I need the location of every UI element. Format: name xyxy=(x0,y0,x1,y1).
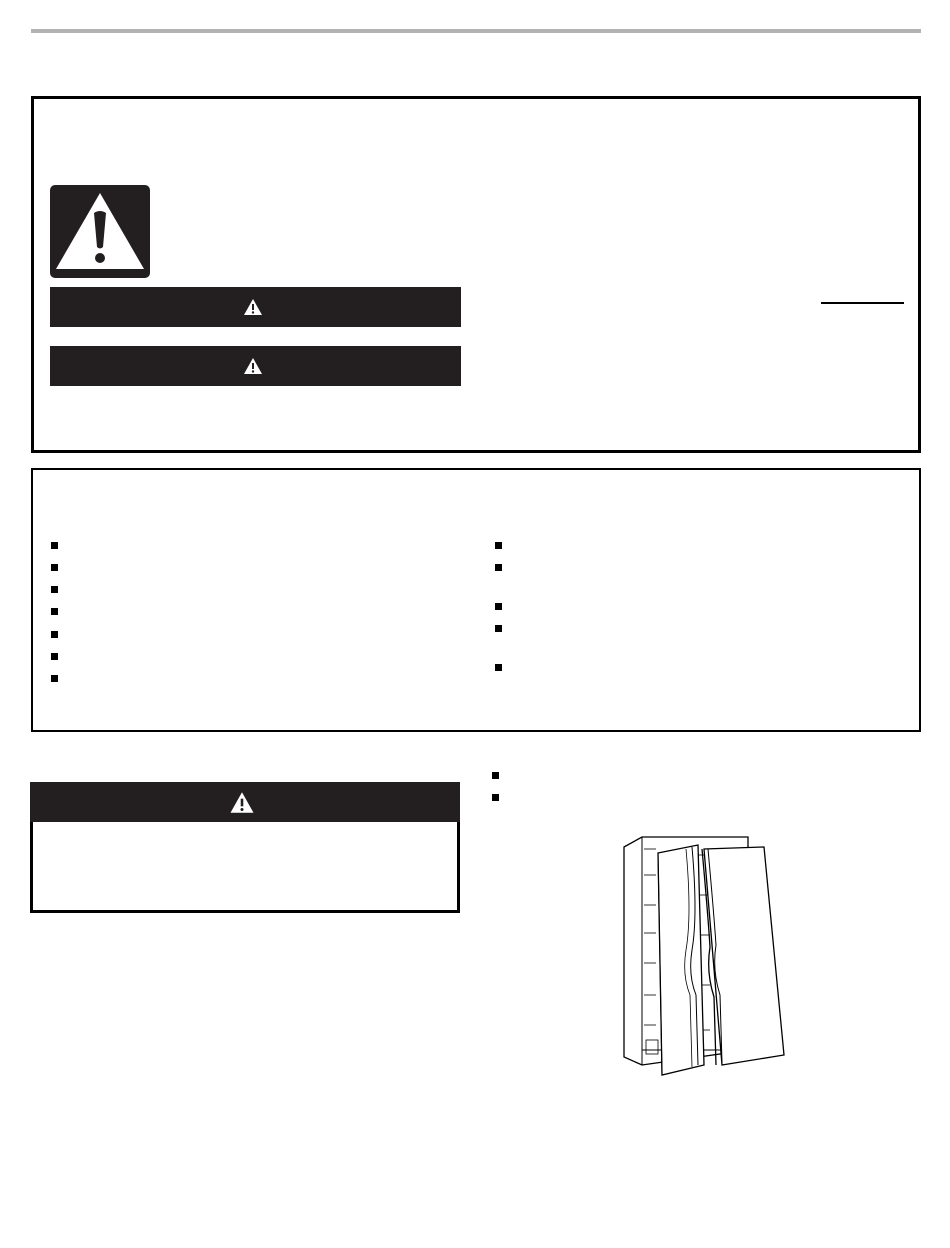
bullet-icon xyxy=(495,542,502,549)
safety-alert-triangle-icon xyxy=(243,298,263,316)
parts-box xyxy=(31,468,921,732)
safety-alert-triangle-icon xyxy=(243,357,263,375)
bullet-icon xyxy=(495,625,502,632)
warning-box-header xyxy=(30,782,460,822)
bullet-icon xyxy=(495,564,502,571)
safety-alert-triangle-icon xyxy=(50,185,150,278)
bullet-icon xyxy=(51,586,58,593)
side-by-side-refrigerator-icon xyxy=(612,835,787,1080)
bullet-icon xyxy=(492,772,499,779)
underline-rule xyxy=(821,302,904,304)
bullet-icon xyxy=(495,603,502,610)
safety-box xyxy=(31,96,921,453)
warning-signal-bar xyxy=(50,346,461,386)
bullet-icon xyxy=(51,675,58,682)
bullet-icon xyxy=(51,542,58,549)
bullet-icon xyxy=(51,631,58,638)
bullet-icon xyxy=(51,653,58,660)
danger-signal-bar xyxy=(50,287,461,327)
bullet-icon xyxy=(492,794,499,801)
bullet-icon xyxy=(51,608,58,615)
bullet-icon xyxy=(495,664,502,671)
bullet-icon xyxy=(51,564,58,571)
top-rule xyxy=(31,29,921,33)
safety-alert-triangle-icon xyxy=(229,791,255,814)
